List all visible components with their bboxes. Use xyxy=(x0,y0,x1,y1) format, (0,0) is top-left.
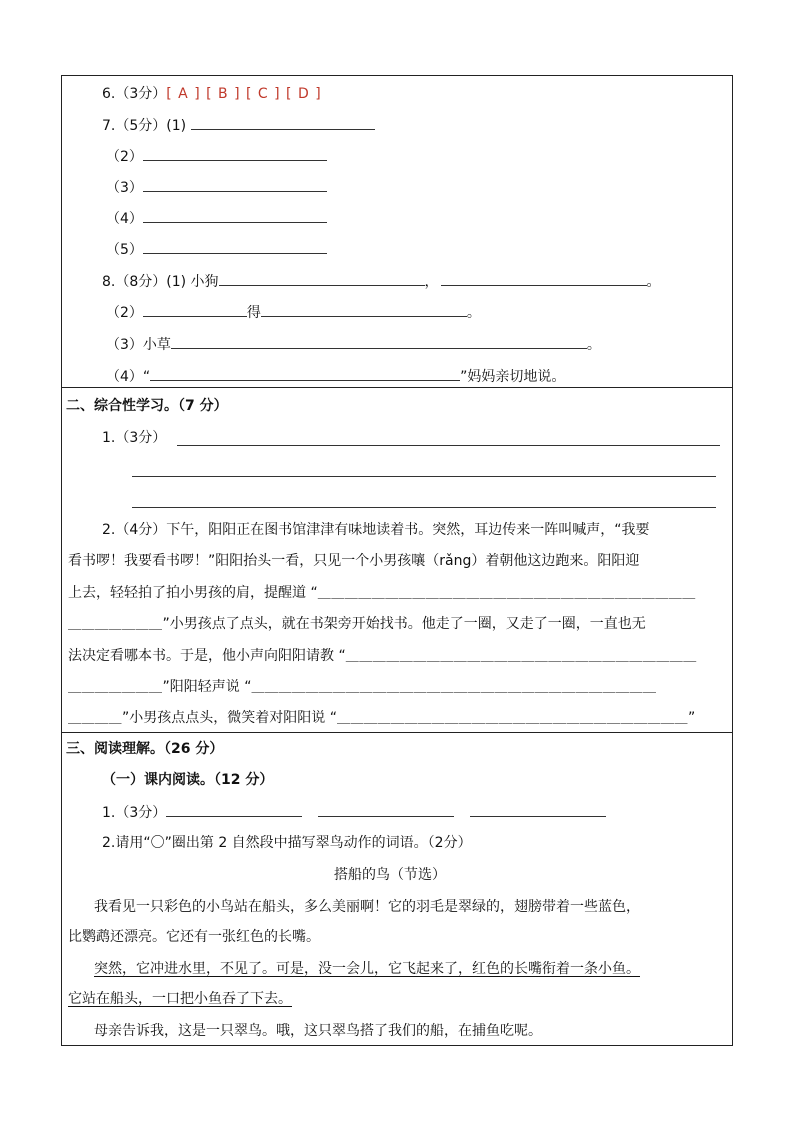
s2-q2-line-2: 看书啰！我要看书啰！”阳阳抬头一看，只见一个小男孩嚷（rǎng）着朝他这边跑来。阳阳迎 xyxy=(68,553,640,569)
q8-answer-1b[interactable] xyxy=(441,271,647,286)
q7-row-5 xyxy=(106,239,327,260)
s2-q1-answer-line-2[interactable] xyxy=(132,476,716,477)
q8-suffix: ”妈妈亲切地说。 xyxy=(460,369,566,385)
s2-q2-line-5 xyxy=(68,646,697,667)
q7-sub-label: （3） xyxy=(106,180,143,196)
answer-sheet xyxy=(61,75,733,1046)
q8-answer-3[interactable] xyxy=(171,334,587,349)
passage-p2-line-2: 它站在船头，一口把小鱼吞了下去。 xyxy=(68,991,292,1007)
q7-row-1 xyxy=(102,115,375,136)
q6-prefix: 6.（3分） xyxy=(102,86,167,102)
q7-answer-2[interactable] xyxy=(143,146,327,161)
q8-sub-label: （2） xyxy=(106,305,143,321)
q8-answer-4[interactable] xyxy=(150,366,460,381)
section-divider xyxy=(62,732,732,733)
q7-answer-1[interactable] xyxy=(191,115,375,130)
q8-row-3 xyxy=(106,334,601,355)
q7-row-2 xyxy=(106,146,327,167)
s2-q2-blank-2b[interactable]: ＿＿＿＿＿＿＿ xyxy=(68,680,163,695)
s2-q1-label: 1.（3分） xyxy=(102,430,167,446)
s3-q1-answer-1[interactable] xyxy=(166,802,302,817)
s2-q2-blank-4[interactable]: ＿＿＿＿＿＿＿＿＿＿＿＿＿＿＿＿＿＿＿＿＿＿＿＿＿＿ xyxy=(336,711,688,726)
q7-sub-label: （4） xyxy=(106,211,143,227)
q8-answer-2a[interactable] xyxy=(143,302,247,317)
s2-q2-blank-1[interactable]: ＿＿＿＿＿＿＿＿＿＿＿＿＿＿＿＿＿＿＿＿＿＿＿＿＿＿＿＿ xyxy=(317,586,696,601)
s2-q2-text: ”小男孩点了点头，就在书架旁开始找书。他走了一圈，又走了一圈，一直也无 xyxy=(162,616,646,632)
q8-row-1 xyxy=(102,271,661,292)
s2-q2-blank-3[interactable]: ＿＿＿＿＿＿＿＿＿＿＿＿＿＿＿＿＿＿＿＿＿＿＿＿＿＿＿＿＿＿ xyxy=(251,680,657,695)
s2-q1-row xyxy=(102,428,166,448)
q8-answer-2b[interactable] xyxy=(261,302,467,317)
q6-options[interactable]: [ A ] [ B ] [ C ] [ D ] xyxy=(166,86,322,102)
passage-p2-line-1: 突然，它冲进水里，不见了。可是，没一会儿，它飞起来了，红色的长嘴衔着一条小鱼。 xyxy=(94,961,640,977)
s2-q2-text: 上去，轻轻拍了拍小男孩的肩，提醒道 “ xyxy=(68,585,318,601)
close-quote: ” xyxy=(688,710,696,726)
passage-p1-line-1: 我看见一只彩色的小鸟站在船头，多么美丽啊！它的羽毛是翠绿的，翅膀带着一些蓝色， xyxy=(94,899,640,915)
q8-de: 得 xyxy=(246,305,261,321)
section3-subtitle: （一）课内阅读。（12 分） xyxy=(102,772,274,788)
s3-q1-answer-3[interactable] xyxy=(470,802,606,817)
passage-p3: 母亲告诉我，这是一只翠鸟。哦，这只翠鸟搭了我们的船，在捕鱼吃呢。 xyxy=(94,1023,542,1039)
s2-q2-line-1: 2.（4分）下午，阳阳正在图书馆津津有味地读着书。突然，耳边传来一阵叫喊声，“我要 xyxy=(102,522,650,538)
s2-q2-blank-3b[interactable]: ＿＿＿＿ xyxy=(68,711,123,726)
s2-q2-blank-1b[interactable]: ＿＿＿＿＿＿＿ xyxy=(68,617,163,632)
q7-answer-4[interactable] xyxy=(143,208,327,223)
q7-answer-3[interactable] xyxy=(143,177,327,192)
q6-row xyxy=(102,84,322,104)
s2-q2-line-4 xyxy=(68,614,646,635)
q8-row-2 xyxy=(106,302,481,323)
q8-sub-label: （4）“ xyxy=(106,369,151,385)
q7-sub-label: （5） xyxy=(106,242,143,258)
q8-row-4 xyxy=(106,366,565,387)
passage-p1-line-2: 比鹦鹉还漂亮。它还有一张红色的长嘴。 xyxy=(68,929,320,945)
section-divider xyxy=(62,387,732,388)
period: 。 xyxy=(646,274,661,290)
q8-prefix: 8.（8分）(1) 小狗 xyxy=(102,274,219,290)
q7-answer-5[interactable] xyxy=(143,239,327,254)
q8-answer-1a[interactable] xyxy=(219,271,425,286)
s2-q2-blank-2[interactable]: ＿＿＿＿＿＿＿＿＿＿＿＿＿＿＿＿＿＿＿＿＿＿＿＿＿＿ xyxy=(345,649,697,664)
s2-q1-answer-line-3[interactable] xyxy=(132,507,716,508)
s3-q1-answer-2[interactable] xyxy=(318,802,454,817)
passage-title: 搭船的鸟（节选） xyxy=(334,867,446,883)
section2-title: 二、综合性学习。（7 分） xyxy=(66,398,228,414)
period: 。 xyxy=(466,305,481,321)
s3-q2-row: 2.请用“〇”圈出第 2 自然段中描写翠鸟动作的词语。（2分） xyxy=(102,835,472,851)
s2-q1-answer-line-1[interactable] xyxy=(177,445,720,446)
s2-q2-line-3 xyxy=(68,583,696,604)
q7-prefix: 7.（5分）(1) xyxy=(102,118,187,134)
q7-row-3 xyxy=(106,177,327,198)
s2-q2-line-6 xyxy=(68,677,657,698)
s2-q2-text: ”阳阳轻声说 “ xyxy=(162,679,252,695)
section3-title: 三、阅读理解。（26 分） xyxy=(66,741,224,757)
period: 。 xyxy=(586,337,601,353)
q7-sub-label: （2） xyxy=(106,149,143,165)
s3-q1-label: 1.（3分） xyxy=(102,805,167,821)
s2-q2-text: 法决定看哪本书。于是，他小声向阳阳请教 “ xyxy=(68,648,346,664)
q8-sub-label: （3）小草 xyxy=(106,337,171,353)
comma: ， xyxy=(424,274,439,290)
s2-q2-line-7 xyxy=(68,708,695,729)
q7-row-4 xyxy=(106,208,327,229)
s3-q1-row xyxy=(102,802,606,823)
s2-q2-text: ”小男孩点点头，微笑着对阳阳说 “ xyxy=(122,710,337,726)
